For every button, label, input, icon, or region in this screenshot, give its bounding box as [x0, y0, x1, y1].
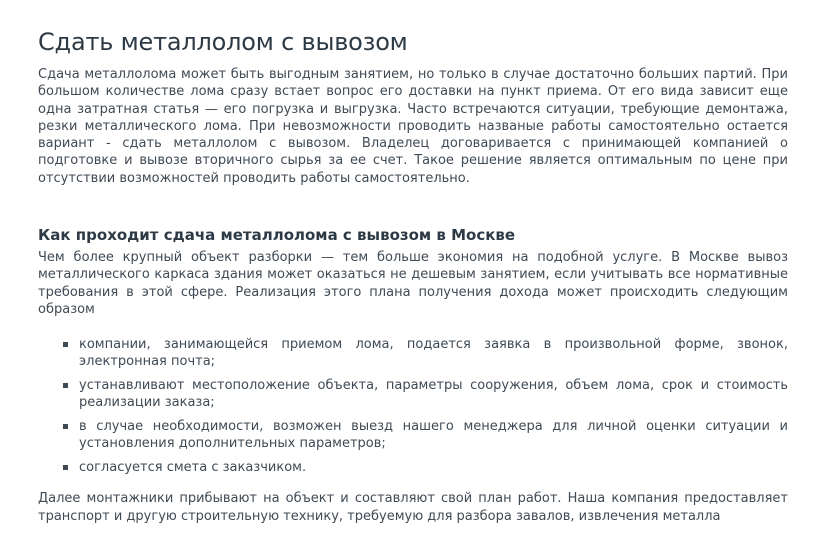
list-item [61, 336, 788, 370]
square-bullet-icon [63, 383, 68, 388]
square-bullet-icon [63, 342, 68, 347]
section-paragraph: Чем более крупный объект разборки — тем больше экономия на подобной услуге. В Москве вывоз металлического каркаса здания может оказаться не дешевым занятием, если учитывать все нормативные требования в этой сфере. Реализация этого плана получения дохода может происходить следующим образом [38, 250, 788, 317]
square-bullet-icon [63, 465, 68, 470]
page-title: Сдать металлолом с вывозом [38, 28, 408, 56]
list-item-text: компании, занимающейся приемом лома, подается заявка в произвольной форме, звонок, электронная почта; [79, 337, 788, 370]
intro-paragraph: Сдача металлолома может быть выгодным занятием, но только в случае достаточно больших партий. При большом количестве лома сразу встает вопрос его доставки на пункт приема. От его вида зависит еще одна затратная статья — его погрузка и выгрузка. Часто встречаются ситуации, требующие демонтажа, резки металлического лома. При невозможности проводить названые работы самостоятельно остается вариант - сдать металлолом с вывозом. Владелец договаривается с принимающей компанией о подготовке и вывозе вторичного сырья за ее счет. Такое решение является оптимальным по цене при отсутствии возможностей проводить работы самостоятельно. [38, 67, 788, 186]
list-item-text: в случае необходимости, возможен выезд нашего менеджера для личной оценки ситуации и установления дополнительных параметров; [79, 419, 788, 452]
list-item [61, 418, 788, 452]
steps-list [38, 336, 788, 476]
list-item [61, 377, 788, 411]
section-heading: Как проходит сдача металлолома с вывозом в Москве [38, 226, 516, 245]
closing-paragraph: Далее монтажники прибывают на объект и составляют свой план работ. Наша компания предоставляет транспорт и другую строительную технику, требуемую для разбора завалов, извлечения металла [38, 491, 788, 524]
list-item [61, 459, 788, 476]
list-item-text: согласуется смета с заказчиком. [79, 460, 307, 476]
list-item-text: устанавливают местоположение объекта, параметры сооружения, объем лома, срок и стоимость реализации заказа; [79, 378, 788, 411]
article [38, 27, 788, 525]
square-bullet-icon [63, 424, 68, 429]
